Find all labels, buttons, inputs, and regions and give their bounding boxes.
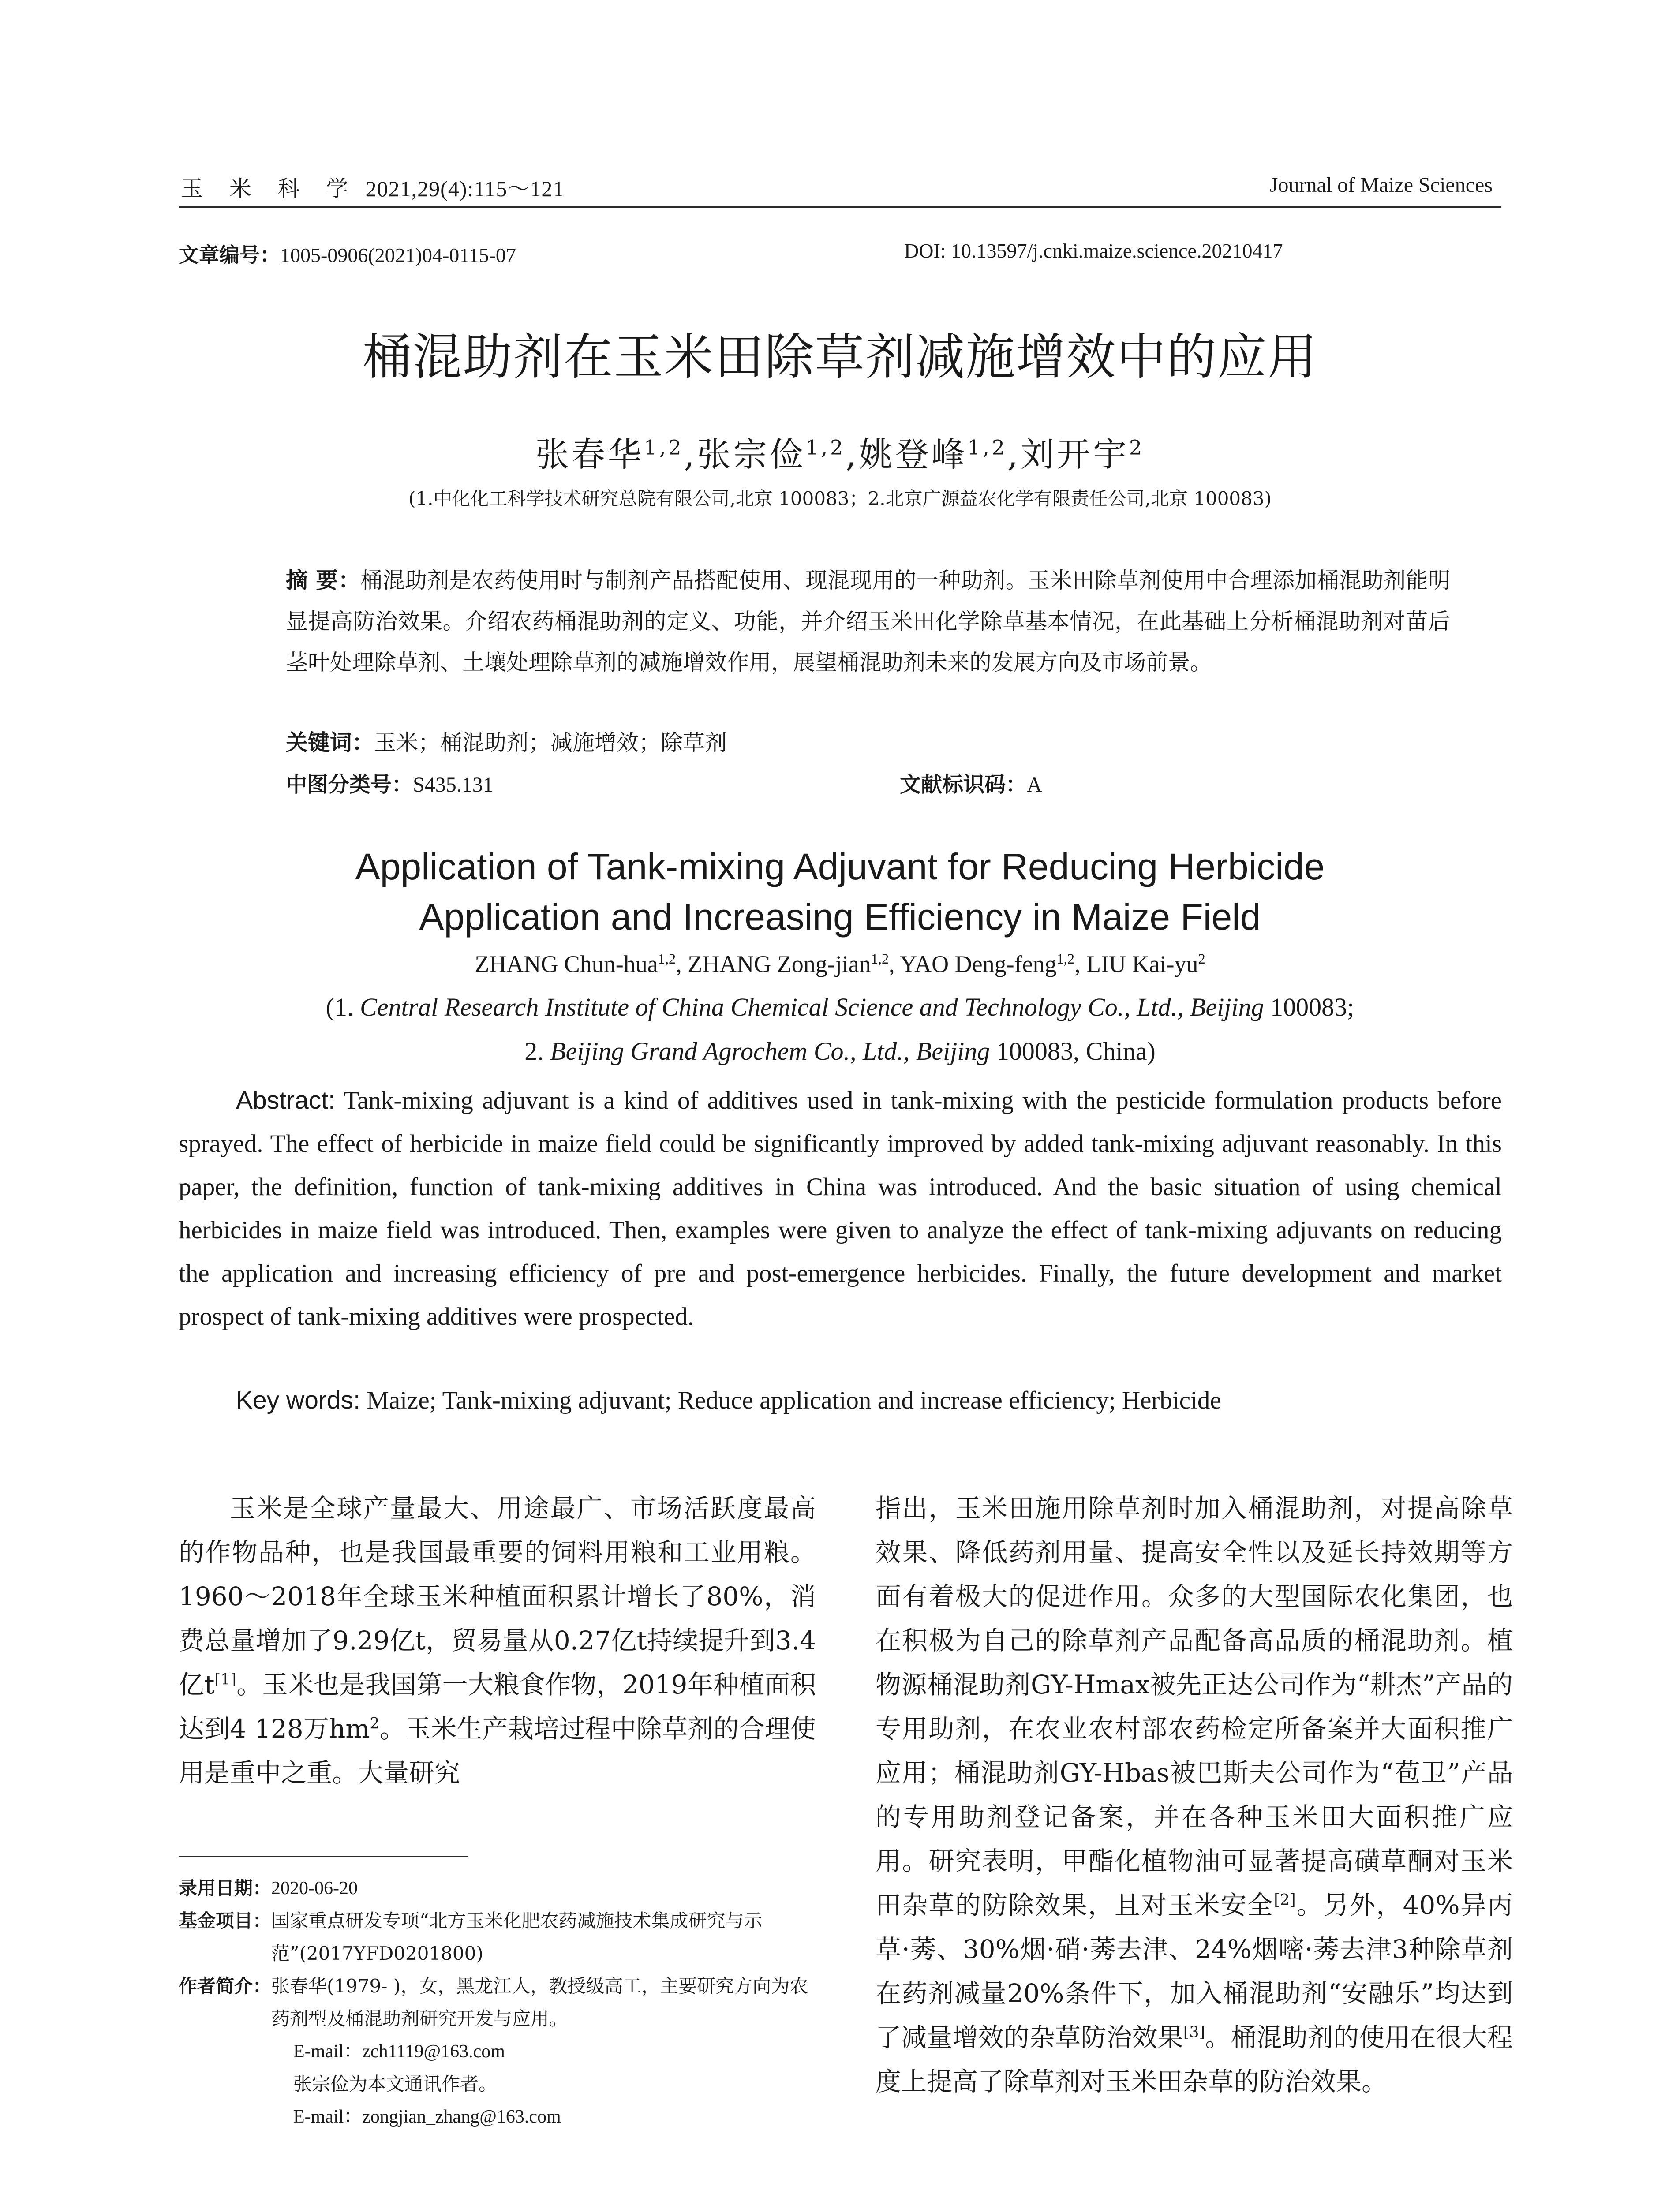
citation: [2] [1274,1891,1296,1909]
author-name: 刘开宇 [1021,435,1130,474]
author-separator: , [684,435,697,474]
journal-name-en: Journal of Maize Sciences [1269,173,1493,197]
article-title-en [0,841,1680,942]
abstract-label-en: Abstract: [236,1086,335,1114]
author-affil-mark: 2 [1129,436,1145,460]
running-header-journal [181,171,564,203]
affil-institution: Central Research Institute of China Chemical Science and Technology Co., Ltd., Beijing [360,993,1264,1021]
body-text: 玉米是全球产量最大、用途最广、市场活跃度最高的作物品种，也是我国最重要的饲料用粮和工业用粮。1960～2018年全球玉米种植面积累计增长了80%，消费总量增加了9.29亿t，贸易量从0.27亿t持续提升到3.4亿t [179,1493,816,1700]
body-paragraph [876,1486,1513,2104]
citation: [1] [214,1671,236,1689]
body-text: 。桶混助剂的使用在很大程度上提高了除草剂对玉米田杂草的防治效果。 [876,2022,1513,2097]
author-bio-label: 作者简介： [179,1975,272,1997]
footnote-fund [179,1905,823,1970]
title-en-line: Application of Tank-mixing Adjuvant for Reducing Herbicide [355,846,1325,887]
header-divider [179,206,1501,208]
affiliation-en-1 [0,992,1680,1022]
article-number [179,239,516,268]
received-label: 录用日期： [179,1877,272,1899]
body-text: 指出，玉米田施用除草剂时加入桶混助剂，对提高除草效果、降低药剂用量、提高安全性以及延长持效期等方面有着极大的促进作用。众多的大型国际农化集团，也在积极为自己的除草剂产品配备高品质的桶混助剂。植物源桶混助剂GY-Hmax被先正达公司作为“耕杰”产品的专用助剂，在农业农村部农药检定所备案并大面积推广应用；桶混助剂GY-Hbas被巴斯夫公司作为“苞卫”产品的专用助剂登记备案，并在各种玉米田大面积推广应用。研究表明，甲酯化植物油可显著提高磺草酮对玉米田杂草的防除效果，且对玉米安全 [876,1493,1513,1920]
title-en-line: Application and Increasing Efficiency in Maize Field [419,896,1261,938]
author-bio-text: 张春华(1979- )，女，黑龙江人，教授级高工，主要研究方向为农药剂型及桶混助剂研究开发与应用。 [271,1975,808,2029]
footnotes [179,1872,823,2133]
author-email: E-mail：zch1119@163.com [293,2041,505,2062]
abstract-label-cn: 摘 要： [286,568,361,593]
author-affil-mark: 2 [1198,951,1205,967]
footnote-received [179,1872,823,1905]
author-affil-mark: 1,2 [1056,951,1075,967]
author-name: ZHANG Zong-jian [688,951,871,977]
article-number-label: 文章编号： [179,243,280,267]
affiliation-en-2 [0,1036,1680,1066]
article-number-value: 1005-0906(2021)04-0115-07 [280,244,516,266]
affil-institution: Beijing Grand Agrochem Co., Ltd., Beijing [550,1037,990,1065]
body-text: 。另外，40%异丙草·莠、30%烟·硝·莠去津、24%烟嘧·莠去津3种除草剂在药剂减量20%条件下，加入桶混助剂“安融乐”均达到了减量增效的杂草防治效果 [876,1890,1513,2052]
journal-name-cn: 玉 米 科 学 [181,176,358,202]
abstract-en [179,1079,1502,1338]
author-name: YAO Deng-feng [900,951,1057,977]
classification-number [286,767,494,798]
corresponding-note: 张宗俭为本文通讯作者。 [293,2073,498,2095]
affil-postcode: 100083, China) [990,1037,1156,1065]
keywords-label-en: Key words: [236,1386,360,1414]
author-separator: , [1007,435,1021,474]
author-name: LIU Kai-yu [1086,951,1198,977]
author-affil-mark: 1,2 [805,436,846,460]
doccode-value: A [1027,773,1042,796]
corresponding-email: E-mail：zongjian_zhang@163.com [293,2107,561,2127]
affil-prefix: 2. [524,1037,550,1065]
keywords-en [236,1386,1221,1415]
affil-prefix: (1. [326,993,360,1021]
affiliation-cn: (1.中化化工科学技术研究总院有限公司,北京 100083；2.北京广源益农化学有限责任公司,北京 100083) [408,488,1272,509]
author-name: ZHANG Chun-hua [475,951,658,977]
author-separator: , [676,951,688,977]
body-paragraph [179,1486,816,1795]
clc-value: S435.131 [413,773,494,796]
received-date: 2020-06-20 [271,1878,358,1899]
author-list-cn [0,428,1680,476]
author-name: 张宗俭 [697,435,806,474]
body-text: 。玉米也是我国第一大粮食作物，2019年种植面积达到4 128万hm [179,1670,816,1744]
doccode-label: 文献标识码： [900,772,1027,797]
footnote-divider [179,1856,468,1857]
author-name: 姚登峰 [859,435,968,474]
keywords-label-cn: 关键词： [286,730,374,755]
body-text: 。玉米生产栽培过程中除草剂的合理使用是重中之重。大量研究 [179,1714,816,1788]
abstract-text-cn: 桶混助剂是农药使用时与制剂产品搭配使用、现混现用的一种助剂。玉米田除草剂使用中合理添加桶混助剂能明显提高防治效果。介绍农药桶混助剂的定义、功能，并介绍玉米田化学除草基本情况，在此基础上分析桶混助剂对苗后茎叶处理除草剂、土壤处理除草剂的减施增效作用，展望桶混助剂未来的发展方向及市场前景。 [286,568,1450,675]
author-separator: , [1074,951,1087,977]
author-separator: , [846,435,859,474]
body-column-left [179,1486,816,1795]
keywords-text-cn: 玉米；桶混助剂；减施增效；除草剂 [374,730,727,755]
article-title-cn: 桶混助剂在玉米田除草剂减施增效中的应用 [362,329,1318,386]
superscript: 2 [370,1715,380,1733]
citation: [3] [1183,2023,1205,2041]
author-affil-mark: 1,2 [967,436,1007,460]
document-code [900,767,1042,798]
body-column-right [876,1486,1513,2104]
doi: DOI: 10.13597/j.cnki.maize.science.20210417 [904,239,1283,262]
keywords-cn [286,722,1450,763]
fund-label: 基金项目： [179,1910,272,1932]
author-name: 张春华 [535,435,644,474]
affil-postcode: 100083; [1264,993,1354,1021]
journal-issue: 2021,29(4):115～121 [365,176,565,201]
author-list-en [0,950,1680,978]
keywords-text-en: Maize; Tank-mixing adjuvant; Reduce application and increase efficiency; Herbicide [367,1387,1221,1414]
fund-text: 国家重点研发专项“北方玉米化肥农药减施技术集成研究与示范”(2017YFD0201800) [271,1910,763,1964]
abstract-text-en: Tank-mixing adjuvant is a kind of additives used in tank-mixing with the pesticide formulation products before sprayed. The effect of herbicide in maize field could be significantly improved by added tank-mixing adjuvant reasonably. In this paper, the definition, function of tank-mixing additives in China was introduced. And the basic situation of using chemical herbicides in maize field was introduced. Then, examples were given to analyze the effect of tank-mixing adjuvants on reducing the application and increasing efficiency of pre and post-emergence herbicides. Finally, the future development and market prospect of tank-mixing additives were prospected. [179,1087,1502,1330]
abstract-cn [286,560,1450,683]
footnote-author [179,1970,823,2035]
clc-label: 中图分类号： [286,772,413,797]
author-affil-mark: 1,2 [871,951,889,967]
author-affil-mark: 1,2 [644,436,684,460]
author-affil-mark: 1,2 [658,951,676,967]
author-separator: , [889,951,900,977]
